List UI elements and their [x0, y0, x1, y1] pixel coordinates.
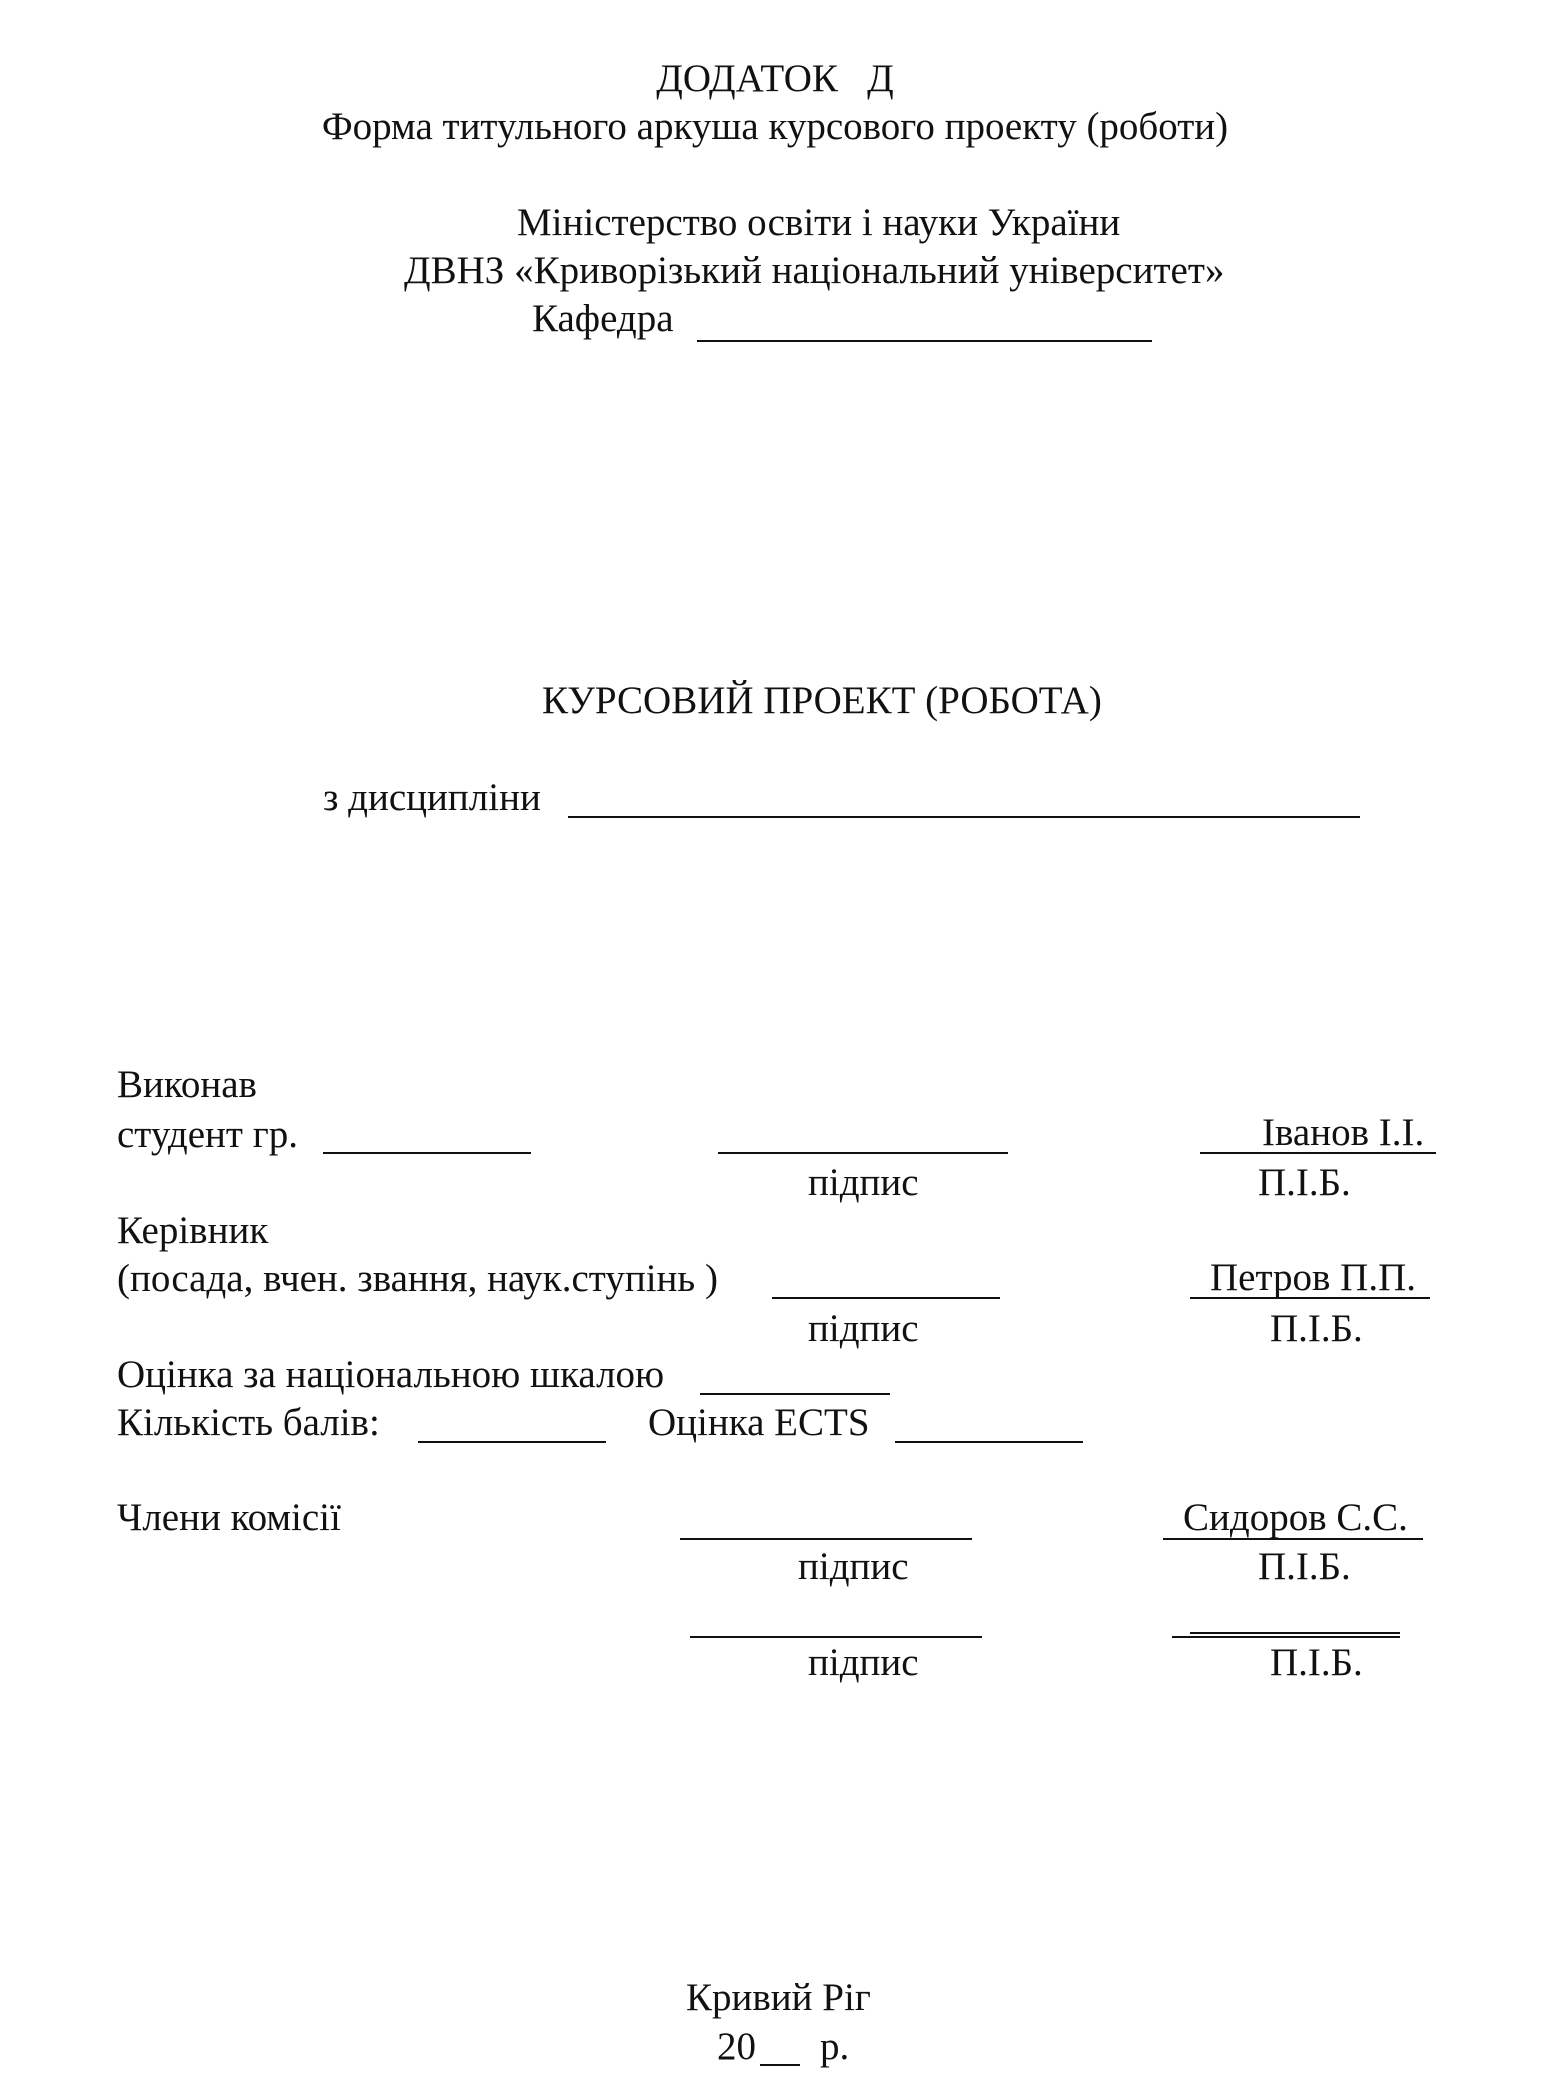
commission-member2-name-line-thick: [1190, 1632, 1400, 1634]
national-scale-label: Оцінка за національною шкалою: [117, 1353, 665, 1396]
commission-member2-name-caption: П.І.Б.: [1270, 1641, 1363, 1684]
points-blank[interactable]: [418, 1441, 606, 1443]
supervisor-label: Керівник: [117, 1209, 269, 1252]
department-label: Кафедра: [532, 297, 674, 340]
performer-name: Іванов І.І.: [1262, 1111, 1425, 1154]
commission-member1-name-caption: П.І.Б.: [1258, 1545, 1351, 1588]
student-group-blank[interactable]: [323, 1152, 531, 1154]
document-title: КУРСОВИЙ ПРОЕКТ (РОБОТА): [542, 679, 1102, 722]
ects-blank[interactable]: [895, 1441, 1083, 1443]
supervisor-signature-caption: підпис: [808, 1307, 919, 1350]
performer-signature-line[interactable]: [718, 1152, 1008, 1154]
form-title: Форма титульного аркуша курсового проекту (роботи): [321, 105, 1229, 148]
year-prefix: 20: [717, 2025, 756, 2068]
national-scale-blank[interactable]: [700, 1393, 890, 1395]
points-label: Кількість балів:: [117, 1401, 380, 1444]
supervisor-name: Петров П.П.: [1210, 1256, 1416, 1299]
student-group-label: студент гр.: [117, 1113, 298, 1156]
city-name: Кривий Ріг: [686, 1976, 871, 2019]
ministry-name: Міністерство освіти і науки України: [517, 201, 1121, 244]
commission-member2-signature-caption: підпис: [808, 1641, 919, 1684]
ects-label: Оцінка ECTS: [648, 1401, 870, 1444]
commission-member1-signature-line[interactable]: [680, 1538, 972, 1540]
commission-member2-signature-line[interactable]: [690, 1636, 982, 1638]
commission-member2-name-line[interactable]: [1172, 1636, 1400, 1638]
appendix-heading: ДОДАТОК Д: [656, 57, 894, 100]
supervisor-name-caption: П.І.Б.: [1270, 1307, 1363, 1350]
university-name: ДВНЗ «Криворізький національний університет»: [404, 249, 1225, 292]
year-blank[interactable]: [760, 2064, 800, 2066]
commission-label: Члени комісії: [117, 1496, 341, 1539]
discipline-label: з дисципліни: [323, 776, 541, 819]
commission-member1-signature-caption: підпис: [798, 1545, 909, 1588]
performer-label: Виконав: [117, 1063, 257, 1106]
discipline-blank[interactable]: [568, 816, 1360, 818]
performer-signature-caption: підпис: [808, 1161, 919, 1204]
commission-member1-name: Сидоров С.С.: [1183, 1496, 1408, 1539]
supervisor-signature-line[interactable]: [772, 1297, 1000, 1299]
supervisor-position-label: (посада, вчен. звання, наук.ступінь ): [117, 1257, 718, 1300]
performer-name-caption: П.І.Б.: [1258, 1161, 1351, 1204]
department-blank[interactable]: [697, 340, 1152, 342]
year-suffix: р.: [820, 2025, 850, 2068]
